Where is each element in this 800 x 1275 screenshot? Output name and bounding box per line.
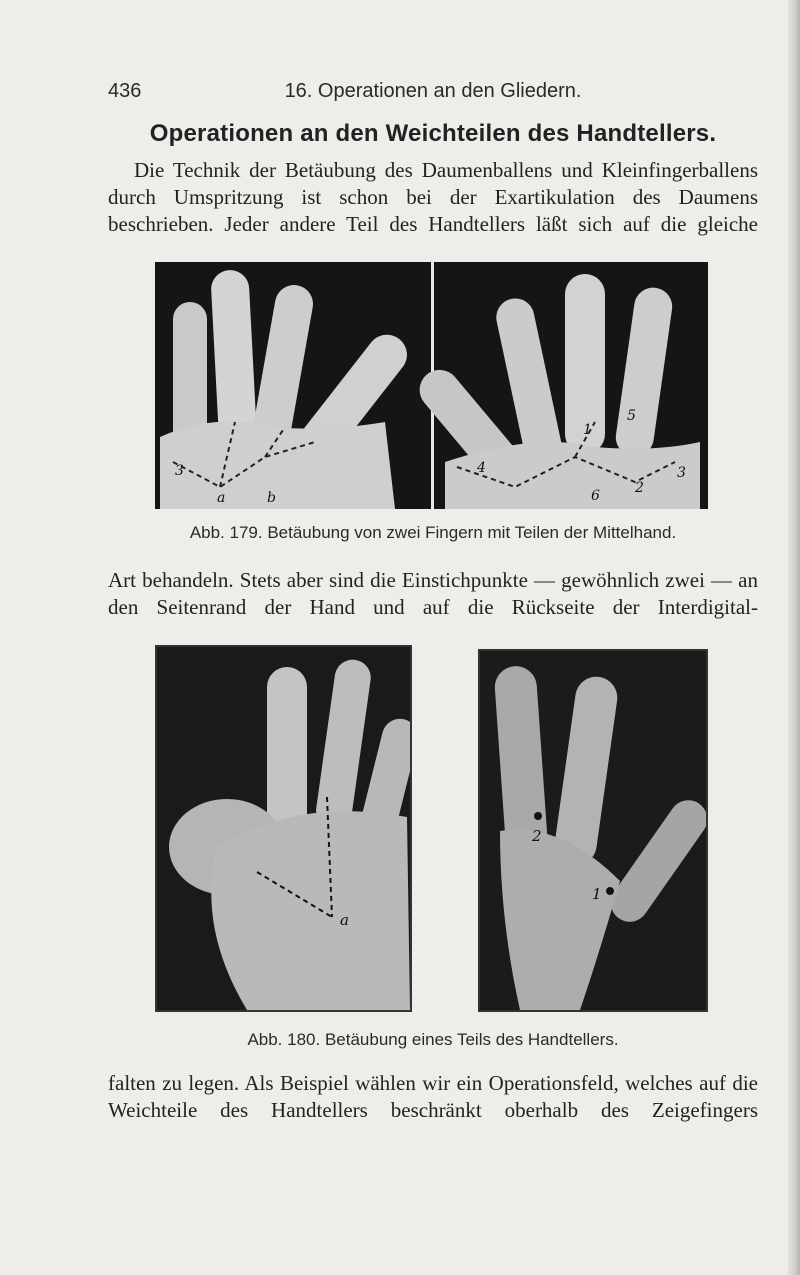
fig179-left-label-3: 3 <box>175 463 184 479</box>
page-number: 436 <box>108 80 142 102</box>
fig179-right-label-4: 4 <box>477 460 486 476</box>
fig179-right-label-6: 6 <box>591 488 600 504</box>
figure-179-photo <box>155 262 708 509</box>
fig180-left-label-a: a <box>340 911 349 929</box>
fig180-right-label-1: 1 <box>592 885 602 903</box>
paragraph-2: Art behandeln. Stets aber sind die Einstichpunkte — gewöhnlich zwei — an den Seitenrand der Hand und auf die Rückseite der Interdigital- <box>108 568 758 619</box>
fig180-right-label-2: 2 <box>532 827 542 845</box>
section-title: Operationen an den Weichteilen des Handtellers. <box>149 120 717 147</box>
fig179-right-label-2: 2 <box>635 480 644 496</box>
fig179-right-label-5: 5 <box>627 408 636 424</box>
running-title: 16. Operationen an den Gliedern. <box>284 80 582 102</box>
fig179-right-label-1: 1 <box>583 422 592 438</box>
fig179-left-label-b: b <box>267 490 276 506</box>
paragraph-1: Die Technik der Betäubung des Daumenballens und Kleinfingerballens durch Umspritzung ist schon bei der Exartikulation des Daumens beschrieben. Jeder andere Teil des Handtellers läßt sich auf die gleiche <box>108 158 758 236</box>
fig179-right-label-3: 3 <box>677 465 686 481</box>
paragraph-3: falten zu legen. Als Beispiel wählen wir ein Operationsfeld, welches auf die Weichteile des Handtellers beschränkt oberhalb des Zeigefingers <box>108 1071 758 1122</box>
figure-179-caption: Abb. 179. Betäubung von zwei Fingern mit Teilen der Mittelhand. <box>189 523 677 542</box>
running-header <box>108 80 758 110</box>
figure-180-back-photo <box>478 649 708 1012</box>
fig179-left-label-a: a <box>217 490 226 506</box>
figure-180-palm-photo <box>155 645 412 1012</box>
figure-180-caption: Abb. 180. Betäubung eines Teils des Handtellers. <box>247 1030 619 1049</box>
page-edge <box>788 0 800 1275</box>
